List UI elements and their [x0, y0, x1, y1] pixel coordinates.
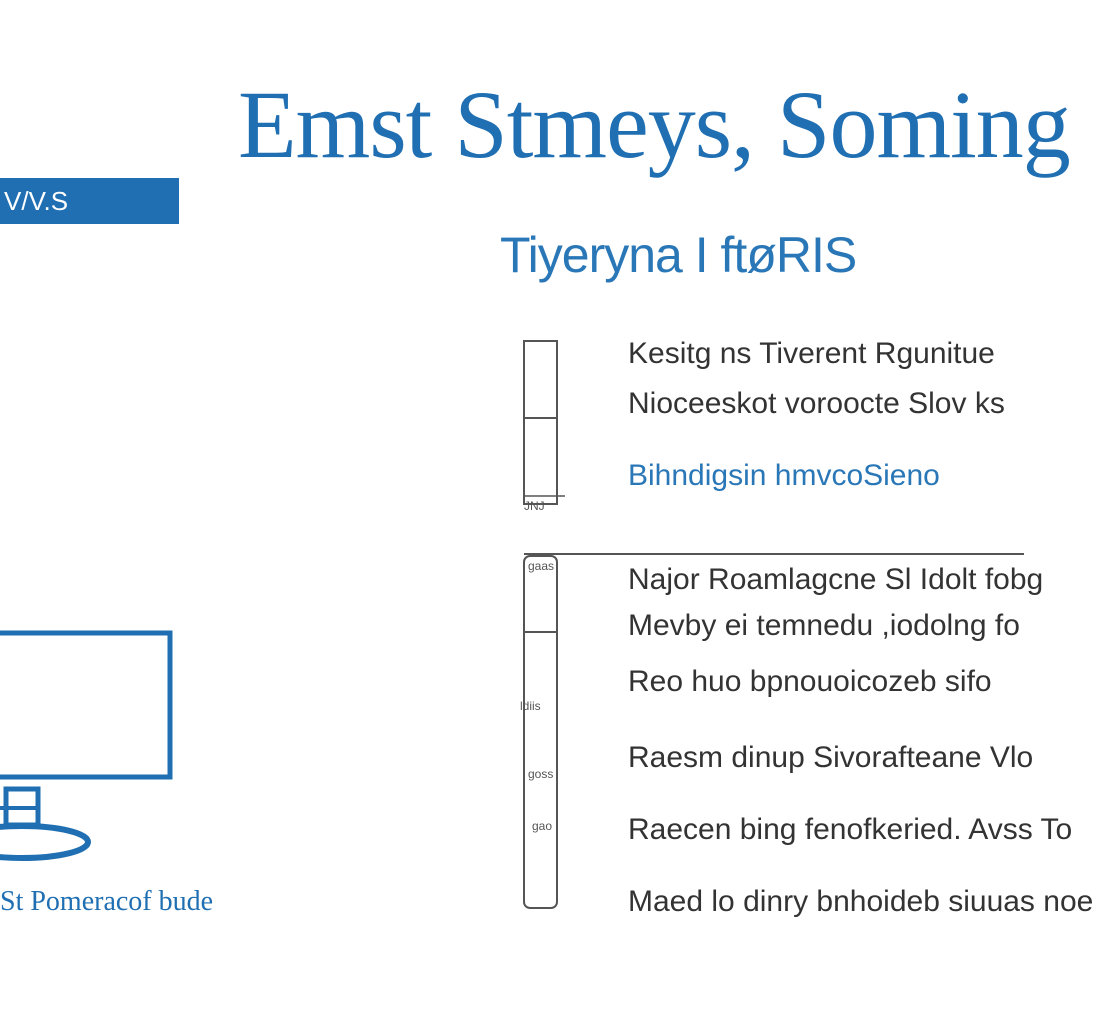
group2-bar-outline [524, 556, 557, 908]
monitor-screen [0, 633, 170, 777]
monitor-caption: St Pomeracof bude [0, 886, 214, 917]
group2-item: Maed lo dinry bnhoideb siuuas noe [628, 885, 1093, 918]
monitor-icon [0, 633, 170, 858]
group2-item: Mevby ei temnedu ,iodolng fo [628, 609, 1020, 642]
group2-item: Raecen bing fenofkeried. Avss To [628, 813, 1073, 846]
group2-list [628, 560, 1093, 930]
group2-bar-label-3: goss [528, 767, 554, 781]
left-banner: V/V.S [0, 178, 179, 224]
section-subtitle: Tiyeryna I ftøRIS [500, 227, 857, 283]
group2-bar-label-4: gao [532, 819, 553, 833]
group2-item: Najor Roamlagcne Sl Idolt fobg [628, 563, 1044, 596]
group2-bar-label-1: gaas [528, 559, 555, 573]
group1-bar-outline [524, 341, 557, 504]
group1-item-link[interactable]: Bihndigsin hmvcoSieno [628, 459, 940, 492]
page-title: Emst Stmeys, Soming [238, 71, 1070, 178]
group2-item: Raesm dinup Sivorafteane Vlo [628, 741, 1034, 774]
group1-bar-label: JNJ [524, 499, 545, 513]
group2-bar-label-2: ldiis [520, 699, 541, 713]
group1-bar [524, 341, 565, 513]
group1-item: Nioceeskot voroocte Slov ks [628, 387, 1005, 420]
group1-list [628, 334, 1024, 514]
group1-item: Kesitg ns Tiverent Rgunitue [628, 337, 995, 370]
monitor-base [0, 826, 88, 858]
group2-item: Reo huo bpnouoicozeb sifo [628, 665, 992, 698]
